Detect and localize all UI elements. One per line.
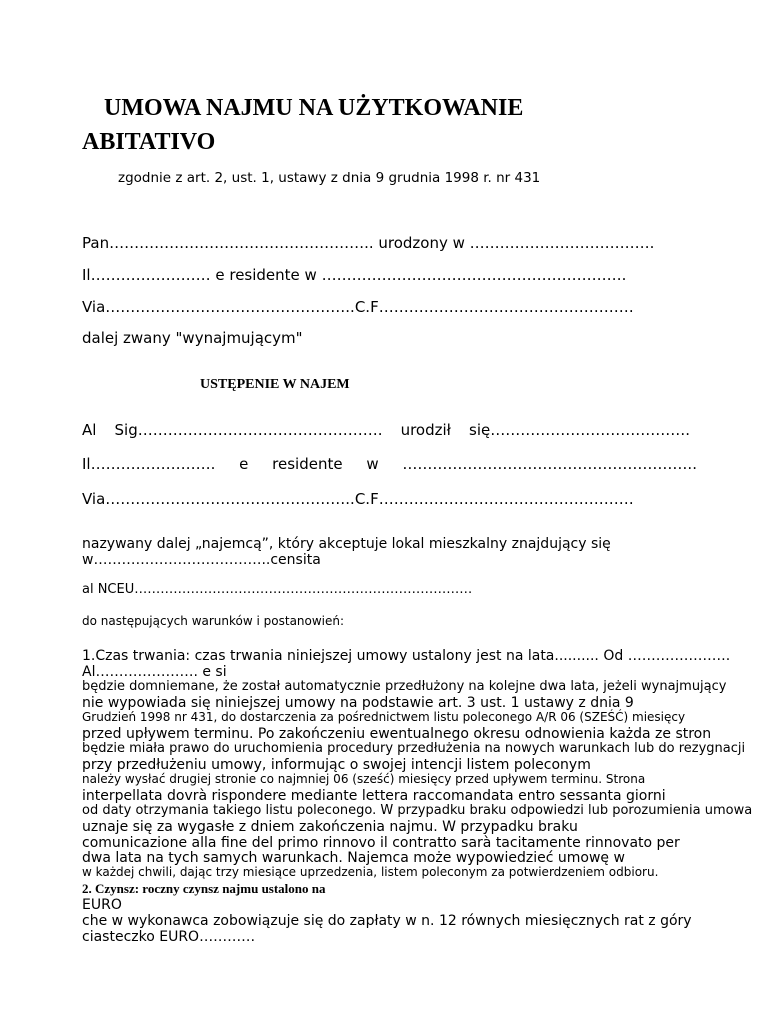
conditions-intro: do następujących warunków i postanowień: (82, 614, 345, 628)
clause-1-line: Grudzień 1998 nr 431, do dostarczenia za pośrednictwem listu poleconego A/R 06 (SZEŚĆ) miesięcy (82, 710, 686, 724)
landlord-address-line: Via…………………………………………..C.F…………………………………………… (82, 298, 634, 316)
clause-1-line: 1.Czas trwania: czas trwania niniejszej umowy ustalony jest na lata.......... Od …………………. (82, 648, 731, 664)
clause-2-heading: 2. Czynsz: roczny czynsz najmu ustalono na (82, 881, 326, 896)
tenant-called-line-1: nazywany dalej „najemcą”, który akceptuje lokal mieszkalny znajdujący się (82, 536, 611, 552)
clause-1-line: należy wysłać drugiej stronie co najmniej 06 (sześć) miesięcy przed upływem terminu. Strona (82, 772, 646, 786)
tenant-born-place: się…………………………………. (469, 421, 690, 439)
clause-1-line: Al…………………. e si (82, 664, 227, 680)
landlord-residence-line: Il…………………… e residente w ……………………………………………………. (82, 266, 627, 284)
clause-1-line: przy przedłużeniu umowy, informując o swojej intencji listem poleconym (82, 757, 591, 773)
tenant-sig: Sig…………………………………………. (114, 421, 383, 439)
tenant-address-line: Via…………………………………………..C.F…………………………………………… (82, 490, 634, 508)
document-subtitle: zgodnie z art. 2, ust. 1, ustawy z dnia 9 grudnia 1998 r. nr 431 (118, 170, 541, 186)
clause-1-line: od daty otrzymania takiego listu poleconego. W przypadku braku odpowiedzi lub porozumienia umowa (82, 803, 753, 818)
tenant-name-line (82, 422, 690, 439)
landlord-name-line: Pan…………………………………………….. urodzony w ………………………………. (82, 234, 655, 252)
clause-2-line: che w wykonawca zobowiązuje się do zapłaty w n. 12 równych miesięcznych rat z góry (82, 913, 692, 929)
section-heading: USTĘPENIE W NAJEM (200, 377, 350, 392)
tenant-born: urodził (400, 421, 451, 439)
clause-1-line: będzie miała prawo do uruchomienia procedury przedłużenia na nowych warunkach lub do rezygnacji (82, 741, 746, 756)
clause-2-line: EURO (82, 897, 122, 913)
landlord-called-line: dalej zwany "wynajmującym" (82, 329, 303, 347)
tenant-called-line-2: w………………………………..censita (82, 552, 321, 568)
tenant-al: Al (82, 421, 97, 439)
tenant-residente: residente (272, 455, 343, 473)
tenant-il: Il……………………. (82, 455, 216, 473)
document-title-line-2: ABITATIVO (82, 129, 216, 155)
clause-1-line: dwa lata na tych samych warunkach. Najemca może wypowiedzieć umowę w (82, 850, 625, 866)
nceu-line: al NCEU…………………………………………………………………… (82, 582, 473, 597)
tenant-w: w (366, 455, 379, 473)
tenant-residence-line (82, 456, 697, 473)
clause-1-line: uznaje się za wygasłe z dniem zakończenia najmu. W przypadku braku (82, 819, 578, 835)
clause-1-line: w każdej chwili, dając trzy miesiące uprzedzenia, listem poleconym za potwierdzeniem odbioru. (82, 865, 659, 879)
clause-1-line: comunicazione alla fine del primo rinnovo il contratto sarà tacitamente rinnovato per (82, 835, 680, 851)
clause-1-line: przed upływem terminu. Po zakończeniu ewentualnego okresu odnowienia każda ze stron (82, 726, 712, 742)
tenant-e: e (239, 455, 249, 473)
document-title-line-1: UMOWA NAJMU NA UŻYTKOWANIE (104, 95, 524, 121)
clause-2-line: ciasteczko EURO………… (82, 929, 256, 945)
clause-1-line: będzie domniemane, że został automatycznie przedłużony na kolejne dwa lata, jeżeli wynajmujący (82, 679, 727, 694)
clause-1-line: interpellata dovrà rispondere mediante lettera raccomandata entro sessanta giorni (82, 788, 666, 804)
tenant-residence-dots: ………………………………………………….. (402, 455, 697, 473)
clause-1-line: nie wypowiada się niniejszej umowy na podstawie art. 3 ust. 1 ustawy z dnia 9 (82, 695, 634, 711)
